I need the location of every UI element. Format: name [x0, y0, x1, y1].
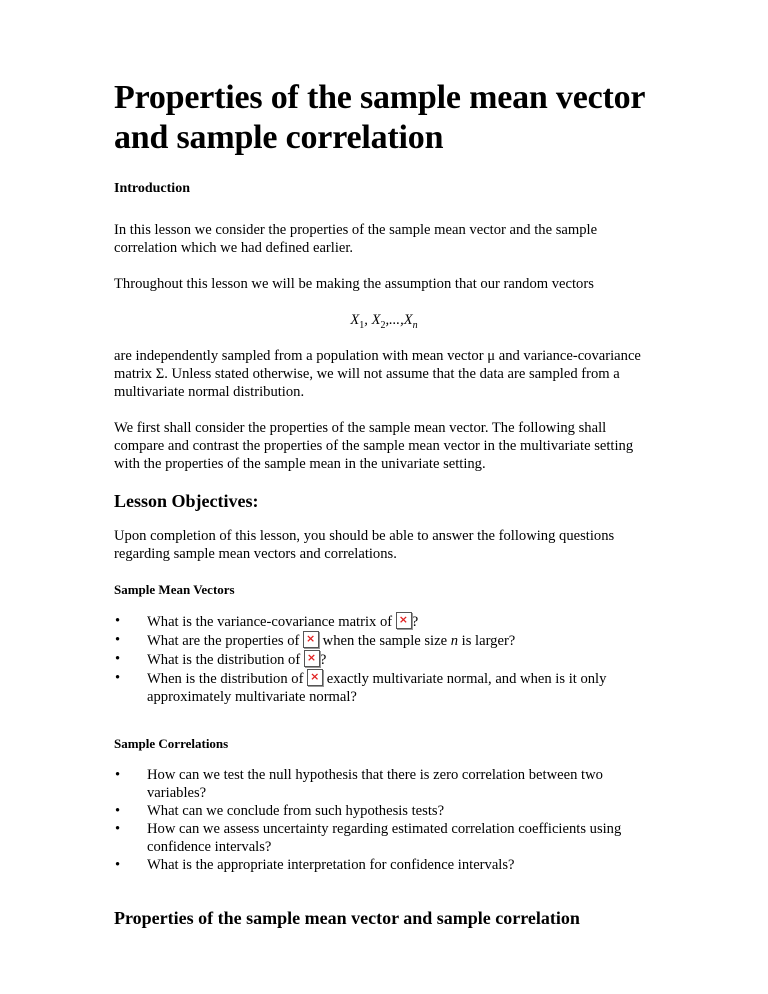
- lesson-objectives-heading: Lesson Objectives:: [114, 491, 259, 511]
- intro-paragraph-4: We first shall consider the properties of the sample mean vector. The following shall compare and contrast the properties of the sample mean vector in the multivariate setting with the properties of the sample mean in the univariate setting.: [114, 420, 634, 472]
- list-item: • What is the appropriate interpretation for confidence intervals?: [115, 857, 515, 873]
- sample-mean-vectors-list: [114, 612, 637, 706]
- bullet-icon: •: [115, 803, 121, 819]
- list-item: • What is the variance-covariance matrix of × ?: [115, 613, 419, 630]
- list-item: • What is the distribution of × ?: [115, 651, 327, 668]
- bullet-icon: •: [115, 670, 121, 686]
- section-heading: Properties of the sample mean vector and sample correlation: [114, 908, 580, 928]
- sample-correlations-list: [114, 766, 637, 874]
- broken-image-icon: ×: [396, 612, 412, 629]
- bullet-icon: •: [115, 767, 121, 783]
- list-item: • How can we assess uncertainty regarding estimated correlation coefficients using confidence intervals?: [115, 821, 622, 855]
- list-item: • What are the properties of × when the sample size n is larger?: [115, 632, 516, 649]
- bullet-icon: •: [115, 651, 121, 667]
- intro-paragraph-1: In this lesson we consider the properties of the sample mean vector and the sample correlation which we had defined earlier.: [114, 222, 598, 256]
- bullet-icon: •: [115, 821, 121, 837]
- list-item: • How can we test the null hypothesis that there is zero correlation between two variables?: [115, 767, 603, 801]
- introduction-heading: Introduction: [114, 181, 190, 196]
- sample-mean-vectors-heading: Sample Mean Vectors: [114, 582, 235, 597]
- broken-image-icon: ×: [304, 650, 320, 667]
- sample-correlations-heading: Sample Correlations: [114, 736, 229, 751]
- bullet-icon: •: [115, 613, 121, 629]
- broken-image-icon: ×: [307, 669, 323, 686]
- bullet-icon: •: [115, 632, 121, 648]
- list-item: • What can we conclude from such hypothesis tests?: [115, 803, 445, 819]
- page-title: Properties of the sample mean vector and sample correlation: [114, 79, 645, 156]
- bullet-icon: •: [115, 857, 121, 873]
- list-item: • When is the distribution of × exactly multivariate normal, and when is it only approximately multivariate normal?: [115, 670, 607, 705]
- objectives-paragraph: Upon completion of this lesson, you should be able to answer the following questions regarding sample mean vectors and correlations.: [114, 528, 615, 562]
- intro-paragraph-3: are independently sampled from a population with mean vector μ and variance-covariance matrix Σ. Unless stated otherwise, we will not assume that the data are sampled from a multivariate normal distribution.: [114, 348, 641, 400]
- broken-image-icon: ×: [303, 631, 319, 648]
- random-vectors-formula: $X_1$, $X_2,...,X_n$: [350, 312, 418, 331]
- intro-paragraph-2: Throughout this lesson we will be making the assumption that our random vectors: [114, 276, 594, 292]
